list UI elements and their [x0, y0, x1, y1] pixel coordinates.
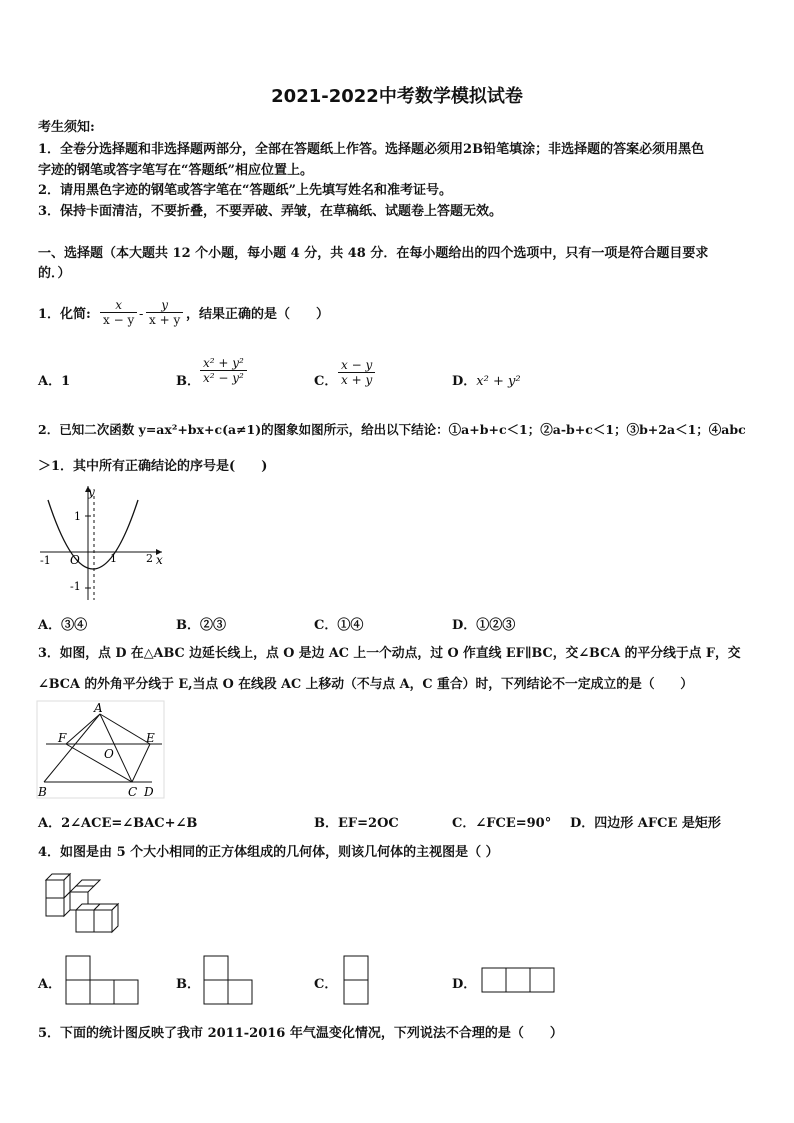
q1-option-c-den: x + y — [338, 372, 375, 387]
q3-label-a: A — [94, 701, 103, 715]
q2-stem-line-1: 2．已知二次函数 y=ax²+bx+c(a≠1)的图象如图所示，给出以下结论：①a+b+c＜1；②a-b+c＜1；③b+2a＜1；④abc — [38, 422, 746, 437]
q3-label-o: O — [104, 747, 114, 761]
q3-label-c: C — [128, 785, 138, 799]
section-heading-cont: 的．） — [38, 266, 71, 281]
q1-frac2-den: x + y — [146, 312, 183, 327]
q3-label-b: B — [38, 785, 47, 799]
q1-option-b-label[interactable]: B． — [176, 374, 200, 389]
q1-option-d-value: x² + y² — [476, 374, 521, 389]
q1-option-c-label[interactable]: C． — [314, 374, 338, 389]
q1-suffix: ，结果正确的是（ ） — [186, 307, 330, 322]
q2-option-b[interactable]: B．②③ — [176, 618, 226, 633]
q4-stem: 4．如图是由 5 个大小相同的正方体组成的几何体，则该几何体的主视图是（ ） — [38, 845, 499, 860]
q2-tick-1x: 1 — [110, 552, 117, 565]
q2-tick-m1y: -1 — [70, 580, 81, 593]
q3-option-c[interactable]: C．∠FCE=90° — [452, 816, 552, 831]
q2-stem-line-2: ＞1．其中所有正确结论的序号是( ) — [38, 459, 268, 474]
q3-option-a[interactable]: A．2∠ACE=∠BAC+∠B — [38, 816, 198, 831]
page-title: 2021-2022中考数学模拟试卷 — [271, 86, 523, 107]
section-heading: 一、选择题（本大题共 12 个小题，每小题 4 分，共 48 分．在每小题给出的四个选项中，只有一项是符合题目要求 — [38, 246, 709, 261]
q4-option-b-view[interactable] — [202, 954, 258, 1006]
q5-stem: 5．下面的统计图反映了我市 2011-2016 年气温变化情况，下列说法不合理的是（ ） — [38, 1026, 563, 1041]
q1-frac1-den: x − y — [100, 312, 137, 327]
q3-option-d[interactable]: D．四边形 AFCE 是矩形 — [570, 816, 721, 831]
q2-option-d[interactable]: D．①②③ — [452, 618, 516, 633]
q2-tick-1y: 1 — [74, 510, 81, 523]
q2-x-axis-label: x — [156, 553, 163, 567]
q2-tick-m1x: -1 — [40, 554, 51, 567]
q4-option-d-view[interactable] — [480, 966, 560, 996]
notice-item-3: 3．保持卡面清洁，不要折叠，不要弄破、弄皱，在草稿纸、试题卷上答题无效。 — [38, 204, 503, 219]
q1-option-b-num: x² + y² — [203, 356, 244, 370]
q1-prefix: 1．化简: — [38, 307, 91, 322]
q1-frac2-num: y — [161, 298, 168, 312]
q1-option-a-label: A． — [38, 374, 62, 389]
notice-item-2: 2．请用黑色字迹的钢笔或答字笔在“答题纸”上先填写姓名和准考证号。 — [38, 183, 453, 198]
q1-option-d-label: D． — [452, 374, 477, 389]
q1-option-c-fraction — [338, 358, 375, 387]
q2-parabola-graph — [36, 482, 168, 604]
q3-stem-line-1: 3．如图，点 D 在△ABC 边延长线上，点 O 是边 AC 上一个动点，过 O 作直线 EF∥BC，交∠BCA 的平分线于点 F，交 — [38, 646, 741, 661]
q3-stem-line-2: ∠BCA 的外角平分线于 E,当点 O 在线段 AC 上移动（不与点 A，C 重合）时，下列结论不一定成立的是（ ） — [38, 677, 693, 692]
q3-label-f: F — [58, 731, 67, 745]
q1-fraction-2 — [146, 298, 183, 327]
q1-option-d[interactable] — [452, 370, 521, 389]
q2-tick-2x: 2 — [146, 552, 153, 565]
q2-origin-label: O — [70, 553, 80, 567]
q4-option-a-label[interactable]: A． — [38, 977, 62, 992]
q1-option-c-num: x − y — [341, 358, 373, 372]
notice-item-1-cont: 字迹的钢笔或答字笔写在“答题纸”相应位置上。 — [38, 163, 313, 178]
q2-y-axis-label: y — [88, 485, 95, 499]
q2-option-a[interactable]: A．③④ — [38, 618, 88, 633]
q1-option-b-fraction — [200, 356, 247, 385]
q1-option-b-den: x² − y² — [200, 370, 247, 385]
q3-label-d: D — [144, 785, 154, 799]
q4-option-c-view[interactable] — [342, 954, 372, 1006]
q1-fraction-1 — [100, 298, 137, 327]
q1-option-a-value: 1 — [61, 374, 71, 389]
q4-option-d-label[interactable]: D． — [452, 977, 477, 992]
q3-label-e: E — [146, 731, 155, 745]
notice-heading: 考生须知: — [38, 120, 95, 135]
notice-item-1: 1．全卷分选择题和非选择题两部分，全部在答题纸上作答。选择题必须用2B铅笔填涂；非选择题的答案必须用黑色 — [38, 142, 705, 157]
q4-option-a-view[interactable] — [64, 954, 142, 1006]
q4-cube-solid — [40, 870, 122, 938]
q1-minus: - — [139, 307, 144, 322]
q3-option-b[interactable]: B．EF=2OC — [314, 816, 399, 831]
q2-option-c[interactable]: C．①④ — [314, 618, 364, 633]
q1-frac1-num: x — [115, 298, 122, 312]
q4-option-c-label[interactable]: C． — [314, 977, 338, 992]
q4-option-b-label[interactable]: B． — [176, 977, 200, 992]
q1-option-a[interactable] — [38, 370, 70, 389]
q3-triangle-figure — [36, 700, 166, 800]
